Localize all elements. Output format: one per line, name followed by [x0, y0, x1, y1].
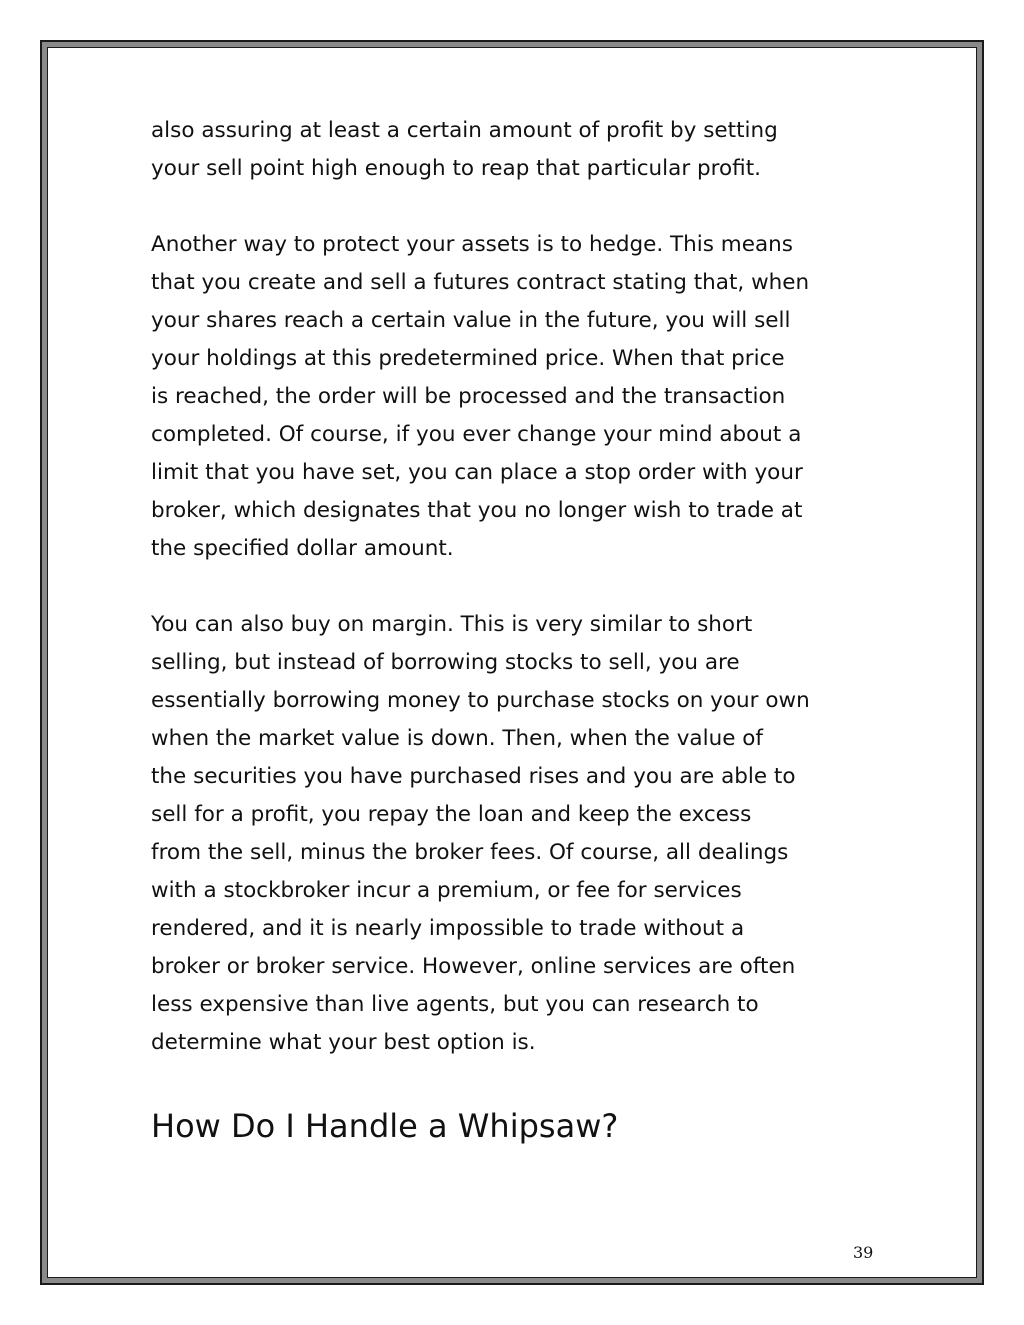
paragraph-margin: You can also buy on margin. This is very similar to short selling, but instead of borrowing stocks to sell, you are essentially borrowing money to purchase stocks on your own when the market value is down. Then, when the value of the securities you have purchased rises and you are able to sell for a profit, you repay the loan and keep the excess from the sell, minus the broker fees. Of course, all dealings with a stockbroker incur a premium, or fee for services rendered, and it is nearly impossible to trade without a broker or broker service. However, online services are often less expensive than live agents, but you can research to determine what your best option is. — [151, 612, 810, 1055]
paragraph-hedge: Another way to protect your assets is to hedge. This means that you create and sell a futures contract stating that, when your shares reach a certain value in the future, you will sell your holdings at this predetermined price. When that price is reached, the order will be processed and the transaction completed. Of course, if you ever change your mind about a limit that you have set, you can place a stop order with your broker, which designates that you no longer wish to trade at the specified dollar amount. — [151, 232, 810, 561]
paragraph-profit: also assuring at least a certain amount of profit by setting your sell point high enough to reap that particular profit. — [151, 118, 778, 181]
page-number: 39 — [853, 1243, 874, 1262]
section-heading: How Do I Handle a Whipsaw? — [151, 1107, 619, 1145]
body-text — [151, 112, 881, 1100]
